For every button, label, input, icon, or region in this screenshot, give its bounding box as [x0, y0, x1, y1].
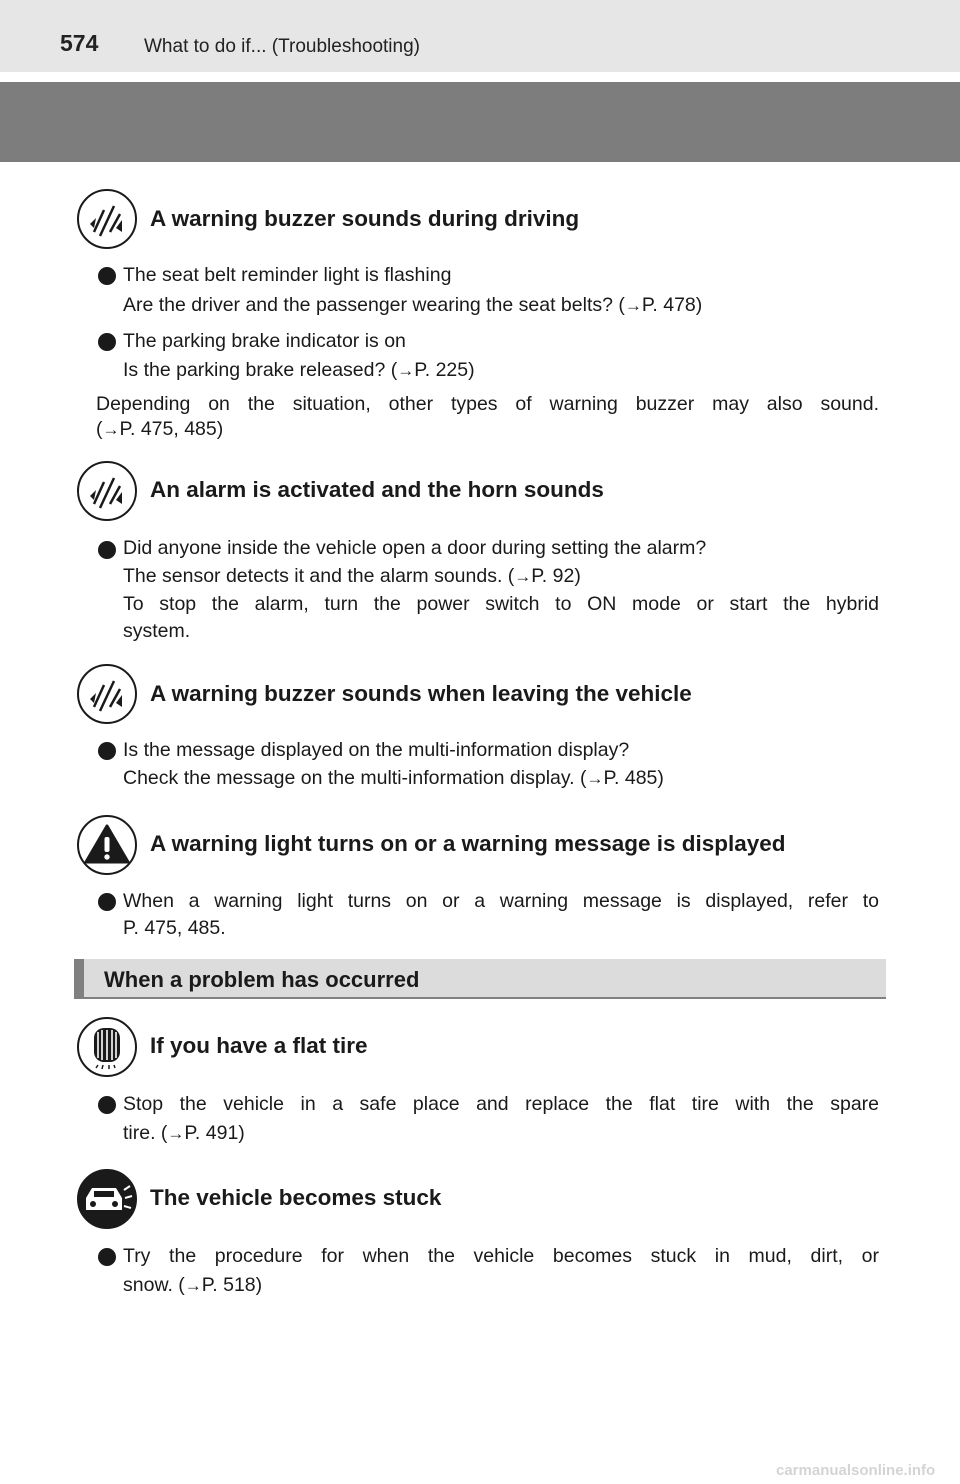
sound-warning-icon	[76, 188, 138, 250]
arrow-icon: →	[397, 361, 415, 380]
bullet	[98, 1096, 116, 1114]
heading-flat-tire: If you have a flat tire	[150, 1033, 368, 1058]
arrow-icon: →	[184, 1276, 202, 1295]
heading-alarm: An alarm is activated and the horn sounds	[150, 477, 604, 502]
buzzer-item1-line2: Are the driver and the passenger wearing the seat belts? (→P. 478)	[123, 294, 703, 316]
arrow-icon: →	[586, 769, 604, 788]
warning-light-line2: P. 475, 485.	[123, 917, 226, 939]
alarm-line2: The sensor detects it and the alarm sounds. (→P. 92)	[123, 565, 581, 587]
header-band	[0, 82, 960, 162]
flat-tire-line1: Stop the vehicle in a safe place and replace the flat tire with the spare	[123, 1093, 879, 1115]
arrow-icon: →	[514, 567, 532, 586]
bullet	[98, 541, 116, 559]
heading-stuck: The vehicle becomes stuck	[150, 1185, 442, 1210]
buzzer-note-line2: (→P. 475, 485)	[96, 418, 224, 440]
bullet	[98, 742, 116, 760]
flat-tire-icon	[76, 1016, 138, 1078]
watermark: carmanualsonline.info	[776, 1462, 936, 1479]
page-header	[0, 0, 960, 72]
buzzer-item1-line1: The seat belt reminder light is flashing	[123, 264, 452, 286]
stuck-line2: snow. (→P. 518)	[123, 1274, 263, 1296]
bullet	[98, 333, 116, 351]
leaving-line2: Check the message on the multi-information display. (→P. 485)	[123, 767, 664, 789]
buzzer-item2-line2: Is the parking brake released? (→P. 225)	[123, 359, 475, 381]
alarm-line3: To stop the alarm, turn the power switch to ON mode or start the hybrid	[123, 593, 879, 615]
leaving-line1: Is the message displayed on the multi-information display?	[123, 739, 630, 761]
buzzer-note-line1: Depending on the situation, other types of warning buzzer may also sound.	[96, 393, 879, 415]
section-title: When a problem has occurred	[104, 967, 420, 992]
heading-buzzer-driving: A warning buzzer sounds during driving	[150, 206, 580, 231]
stuck-line1: Try the procedure for when the vehicle becomes stuck in mud, dirt, or	[123, 1245, 879, 1267]
arrow-icon: →	[167, 1124, 185, 1143]
page-title: What to do if... (Troubleshooting)	[144, 36, 420, 57]
sound-warning-icon	[76, 663, 138, 725]
section-bar	[74, 959, 886, 999]
stuck-vehicle-icon	[76, 1168, 138, 1230]
buzzer-item2-line1: The parking brake indicator is on	[123, 330, 406, 352]
arrow-icon: →	[102, 420, 120, 439]
sound-warning-icon	[76, 460, 138, 522]
bullet	[98, 893, 116, 911]
arrow-icon: →	[624, 296, 642, 315]
caution-icon	[76, 814, 138, 876]
alarm-line1: Did anyone inside the vehicle open a door during setting the alarm?	[123, 537, 707, 559]
warning-light-line1: When a warning light turns on or a warning message is displayed, refer to	[123, 890, 879, 912]
heading-buzzer-leaving: A warning buzzer sounds when leaving the vehicle	[150, 681, 692, 706]
heading-warning-light: A warning light turns on or a warning message is displayed	[150, 831, 786, 856]
flat-tire-line2: tire. (→P. 491)	[123, 1122, 245, 1144]
bullet	[98, 267, 116, 285]
page-number: 574	[60, 30, 99, 56]
alarm-line4: system.	[123, 620, 191, 642]
bullet	[98, 1248, 116, 1266]
